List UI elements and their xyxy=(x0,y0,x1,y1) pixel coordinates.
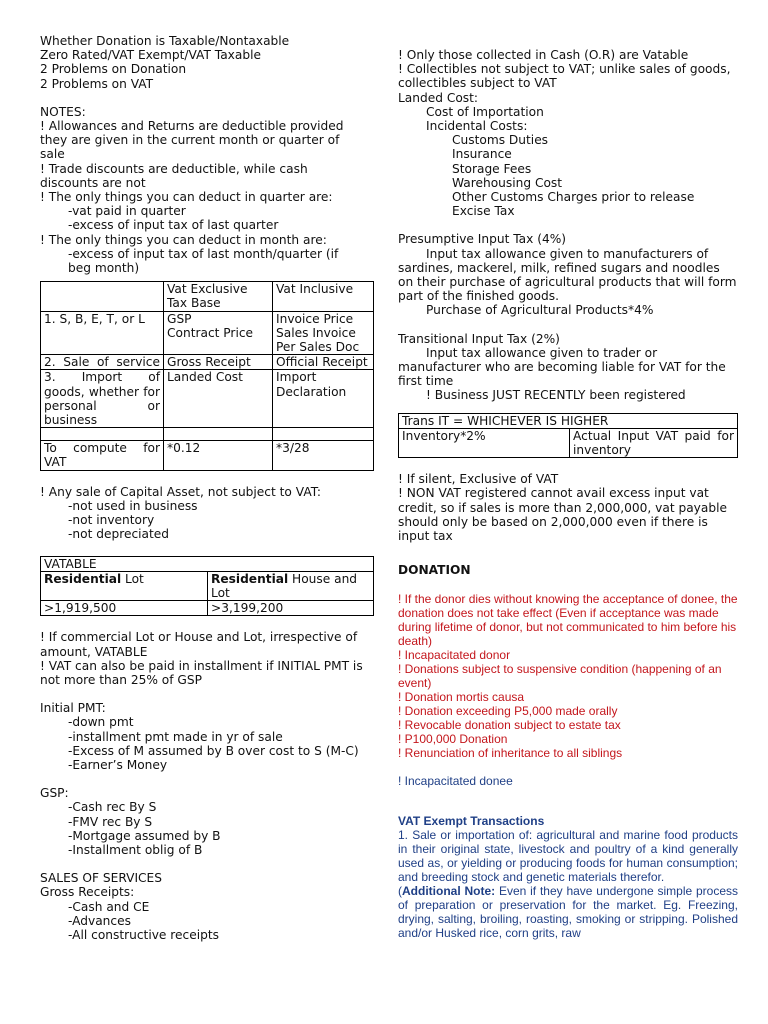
table-cell: Inventory*2% xyxy=(399,428,570,457)
list-item: -Advances xyxy=(68,913,131,928)
note: ! If commercial Lot or House and Lot, irrespective of amount, VATABLE xyxy=(40,630,358,659)
list-item: -All constructive receipts xyxy=(68,927,219,942)
table-row xyxy=(41,601,374,616)
note: ! VAT can also be paid in installment if INITIAL PMT is not more than 25% of GSP xyxy=(40,658,363,687)
table-row xyxy=(41,311,374,355)
table-row xyxy=(41,370,374,428)
formula: Purchase of Agricultural Products*4% xyxy=(426,303,654,318)
table-row xyxy=(399,428,738,457)
list-item: Insurance xyxy=(452,147,512,162)
list-item: ! Incapacitated donor xyxy=(398,647,511,662)
intro-line: Whether Donation is Taxable/Nontaxable xyxy=(40,34,290,48)
table-row xyxy=(41,282,374,311)
table-cell: *0.12 xyxy=(164,441,273,470)
section-title: Gross Receipts: xyxy=(40,885,135,900)
table-cell: Residential Lot xyxy=(41,571,208,600)
note: ! NON VAT registered cannot avail excess input vat credit, so if sales is more than 2,000,000, vat payable should only be based on 2,000,000 even if there is input tax xyxy=(398,486,727,544)
section-title: SALES OF SERVICES xyxy=(40,871,162,886)
list-item: -not used in business xyxy=(68,498,198,513)
list-item: Cost of Importation xyxy=(426,104,544,119)
list-item: Storage Fees xyxy=(452,161,532,176)
list-item: ! Revocable donation subject to estate tax xyxy=(398,717,621,732)
paragraph: Input tax allowance given to manufacturers of sardines, mackerel, milk, refined sugars and noodles on their purchase of agricultural products that will form part of the finished goods. xyxy=(398,246,737,304)
donation-list xyxy=(398,592,738,760)
list-item: -Cash and CE xyxy=(68,899,150,914)
section-title: Landed Cost: xyxy=(398,90,479,105)
paragraph: Input tax allowance given to trader or manufacturer who are becoming liable for VAT for the first time xyxy=(398,345,726,389)
list-item: -not depreciated xyxy=(68,527,170,542)
list-item: -Excess of M assumed by B over cost to S (M-C) xyxy=(68,743,359,758)
table-cell: 1. S, B, E, T, or L xyxy=(41,311,164,355)
list-item: Warehousing Cost xyxy=(452,175,563,190)
table-cell: Actual Input VAT paid for inventory xyxy=(570,428,738,457)
note: ! If silent, Exclusive of VAT xyxy=(398,472,559,487)
list-item: ! Donation exceeding P5,000 made orally xyxy=(398,703,618,718)
table-cell: Residential House and Lot xyxy=(208,571,374,600)
table-row xyxy=(41,571,374,600)
list-item: ! Donations subject to suspensive condition (happening of an event) xyxy=(398,661,722,690)
note: ! The only things you can deduct in quarter are: xyxy=(40,190,333,205)
note: ! The only things you can deduct in month are: xyxy=(40,232,327,247)
list-item: ! P100,000 Donation xyxy=(398,731,508,746)
table-cell: 2. Sale of service xyxy=(41,355,164,370)
table-cell: To compute for VAT xyxy=(41,441,164,470)
table-row xyxy=(41,556,374,571)
table-row xyxy=(41,355,374,370)
list-item: Customs Duties xyxy=(452,133,549,148)
note: ! Collectibles not subject to VAT; unlike sales of goods, collectibles subject to VAT xyxy=(398,62,731,91)
intro-line: 2 Problems on Donation xyxy=(40,62,187,77)
left-column xyxy=(40,34,368,942)
list-item: ! Incapacitated donee xyxy=(398,773,513,788)
paragraph: 1. Sale or importation of: agricultural and marine food products in their original state, livestock and poultry of a kind generally used as, or yielding or producing foods for human consumption; and breeding stock and genetic materials therefor. xyxy=(398,827,738,884)
list-item: -FMV rec By S xyxy=(68,814,153,829)
table-cell: Vat Exclusive Tax Base xyxy=(164,282,273,311)
table-cell: Gross Receipt xyxy=(164,355,273,370)
vatable-table xyxy=(40,556,374,617)
table-cell: GSP Contract Price xyxy=(164,311,273,355)
table-row xyxy=(41,428,374,441)
table-cell: Official Receipt xyxy=(273,355,374,370)
list-item: -not inventory xyxy=(68,513,155,528)
list-item: ! Renunciation of inheritance to all siblings xyxy=(398,745,623,760)
table-cell xyxy=(41,282,164,311)
vat-table xyxy=(40,281,374,470)
table-cell: Invoice Price Sales Invoice Per Sales Doc xyxy=(273,311,374,355)
right-column xyxy=(398,48,738,940)
section-title: GSP: xyxy=(40,786,69,801)
section-title: Presumptive Input Tax (4%) xyxy=(398,232,567,247)
list-item: -Earner’s Money xyxy=(68,757,168,772)
list-item: -Cash rec By S xyxy=(68,800,157,815)
table-cell: 3. Import of goods, whether for personal or business xyxy=(41,370,164,428)
table-cell: VATABLE xyxy=(41,556,374,571)
table-cell: *3/28 xyxy=(273,441,374,470)
notes-title: NOTES: xyxy=(40,104,86,119)
donation-heading: DONATION xyxy=(398,563,471,578)
list-item: Excise Tax xyxy=(452,204,515,219)
intro-line: 2 Problems on VAT xyxy=(40,76,154,91)
trans-table xyxy=(398,413,738,459)
table-cell: Vat Inclusive xyxy=(273,282,374,311)
list-item: -Mortgage assumed by B xyxy=(68,828,221,843)
table-row xyxy=(399,413,738,428)
exempt-section xyxy=(398,814,738,940)
paragraph: (Additional Note: Even if they have undergone simple process of preparation or preservation for the market. Eg. Freezing, drying, salting, broiling, roasting, smoking or stripping. Polished and/or Husked rice, corn grits, raw xyxy=(398,883,738,940)
table-cell: Trans IT = WHICHEVER IS HIGHER xyxy=(399,413,738,428)
list-item: ! Donation mortis causa xyxy=(398,689,525,704)
list-item xyxy=(40,247,365,275)
intro-line: Zero Rated/VAT Exempt/VAT Taxable xyxy=(40,48,261,63)
list-item: -vat paid in quarter xyxy=(68,204,186,219)
capital-line: ! Any sale of Capital Asset, not subject to VAT: xyxy=(40,484,321,499)
section-title: Initial PMT: xyxy=(40,701,106,716)
list-item-text: -excess of input tax of last month/quarter (if beg month) xyxy=(68,246,339,276)
note: ! Business JUST RECENTLY been registered xyxy=(426,388,686,403)
list-item: -installment pmt made in yr of sale xyxy=(68,729,283,744)
table-cell: Landed Cost xyxy=(164,370,273,428)
list-item: Other Customs Charges prior to release xyxy=(452,190,695,205)
table-cell: Import Declaration xyxy=(273,370,374,428)
table-cell: >1,919,500 xyxy=(41,601,208,616)
additional-note-label: Additional Note: xyxy=(402,883,496,898)
list-item: ! If the donor dies without knowing the acceptance of donee, the donation does not take effect (Even if acceptance was made during lifetime of donor, but not communicated to him before his death) xyxy=(398,591,738,648)
list-item: -down pmt xyxy=(68,715,134,730)
note: ! Only those collected in Cash (O.R) are Vatable xyxy=(398,48,689,62)
note: ! Trade discounts are deductible, while cash discounts are not xyxy=(40,161,308,190)
table-row xyxy=(41,441,374,470)
exempt-heading: VAT Exempt Transactions xyxy=(398,813,545,828)
list-item: Incidental Costs: xyxy=(426,119,528,134)
section-title: Transitional Input Tax (2%) xyxy=(398,331,560,346)
list-item: -excess of input tax of last quarter xyxy=(68,218,279,233)
list-item: -Installment oblig of B xyxy=(68,842,203,857)
note: ! Allowances and Returns are deductible provided they are given in the current month or quarter of sale xyxy=(40,119,344,162)
table-cell: >3,199,200 xyxy=(208,601,374,616)
